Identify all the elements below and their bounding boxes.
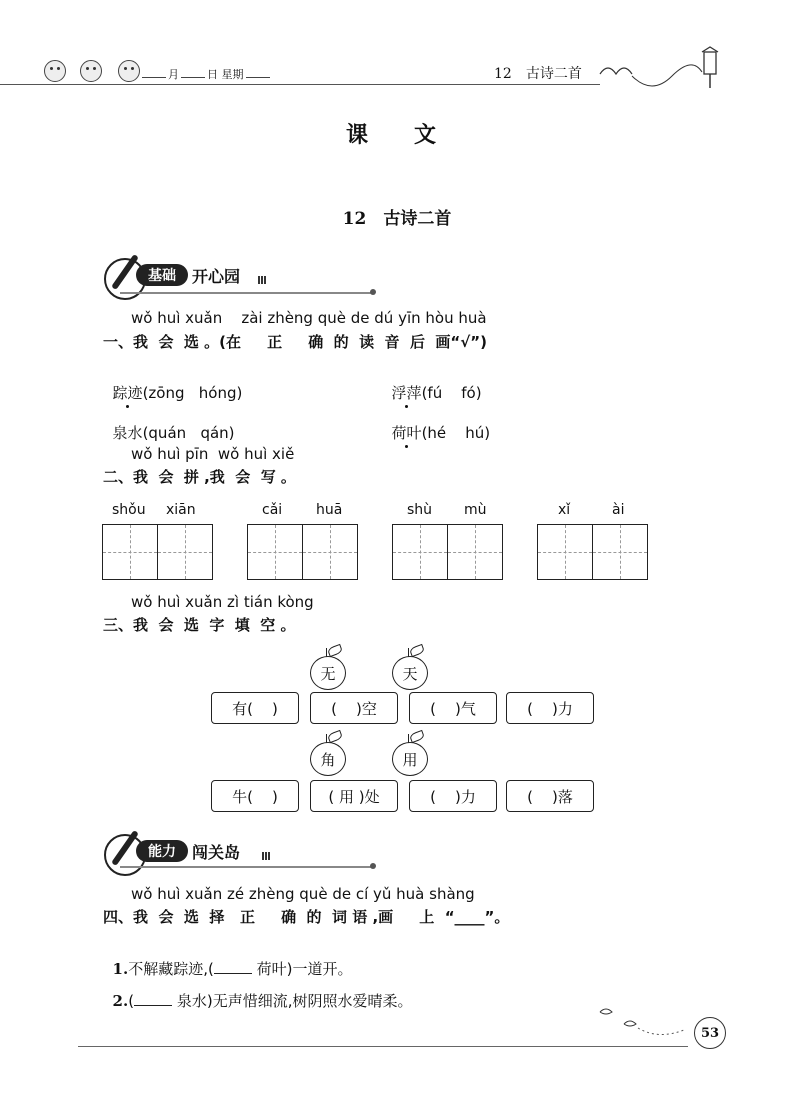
box-pinyin: shù [407,502,433,518]
q1-item [382,364,482,403]
answer-blank[interactable] [134,1005,172,1006]
q1-pinyin: wǒ huì xuǎn zài zhèng què de dú yīn hòu huà [131,309,487,327]
date-fields: 月 日 星期 [140,66,272,82]
page-number: 53 [694,1017,726,1049]
butterfly-lamp-icon [596,46,726,92]
q4-line-1: 1.不解藏踪迹,( 荷叶)一道开。 [112,960,353,978]
box-pinyin: huā [316,502,343,518]
q3-pinyin: wǒ huì xuǎn zì tián kòng [131,593,314,611]
lesson-title: 12 古诗二首 [342,209,452,229]
q1-item [103,364,242,403]
writing-grid[interactable] [392,524,503,580]
writing-grid[interactable] [247,524,358,580]
fill-box[interactable]: 牛( ) [211,780,299,812]
page-title: 课 文 [345,122,448,148]
fill-box[interactable]: ( )落 [506,780,594,812]
q1-options[interactable]: (zōng hóng) [142,384,243,402]
section-pill: 能力 [136,840,188,862]
header-rule [0,84,600,85]
box-pinyin: ài [612,502,625,518]
q4-pinyin: wǒ huì xuǎn zé zhèng què de cí yǔ huà shàng [131,885,475,903]
q3-heading: 三、我 会 选 字 填 空 。 [103,616,296,634]
fill-box[interactable]: ( )力 [506,692,594,724]
q1-word: 泉水 [112,424,143,442]
smiley-face-icon [80,60,102,82]
q1-item [103,404,235,443]
section-rule [120,292,372,294]
box-pinyin: xiān [166,502,196,518]
section-marker [258,276,266,284]
q2-heading: 二、我 会 拼 ,我 会 写 。 [103,468,296,486]
apple-choice: 无 [310,656,346,690]
q1-item [382,404,490,443]
apple-choice: 角 [310,742,346,776]
fill-box[interactable]: ( 用 )处 [310,780,398,812]
writing-grid[interactable] [102,524,213,580]
header-lesson-title: 12 古诗二首 [494,66,582,82]
box-pinyin: shǒu [112,502,146,518]
section-dot [370,289,376,295]
section-rule [120,866,372,868]
section-marker [262,852,270,860]
q1-heading: 一、我 会 选 。(在 正 确 的 读 音 后 画“√”) [103,333,487,351]
fill-box[interactable]: 有( ) [211,692,299,724]
q4-line-2: 2.( 泉水)无声惜细流,树阴照水爱晴柔。 [112,992,413,1010]
section-pill: 基础 [136,264,188,286]
fill-box[interactable]: ( )力 [409,780,497,812]
q1-word: 浮萍 [391,384,422,402]
q1-word: 踪迹 [112,384,143,402]
writing-grid[interactable] [537,524,648,580]
q1-options[interactable]: (hé hú) [421,424,491,442]
footer-rule [78,1046,688,1047]
box-pinyin: xǐ [558,502,571,518]
apple-choice: 用 [392,742,428,776]
fill-box[interactable]: ( )空 [310,692,398,724]
box-pinyin: cǎi [262,502,283,518]
section-title: 开心园 [192,267,241,286]
q4-heading: 四、我 会 选 择 正 确 的 词 语 ,画 上 “____”。 [103,908,510,926]
box-pinyin: mù [464,502,487,518]
q1-word: 荷叶 [391,424,422,442]
smiley-face-icon [118,60,140,82]
smiley-face-icon [44,60,66,82]
q2-pinyin: wǒ huì pīn wǒ huì xiě [131,445,295,463]
apple-choice: 天 [392,656,428,690]
bird-doodle-icon [594,1004,694,1038]
section-dot [370,863,376,869]
fill-box[interactable]: ( )气 [409,692,497,724]
section-title: 闯关岛 [192,843,241,862]
q1-options[interactable]: (quán qán) [142,424,235,442]
q1-options[interactable]: (fú fó) [421,384,482,402]
